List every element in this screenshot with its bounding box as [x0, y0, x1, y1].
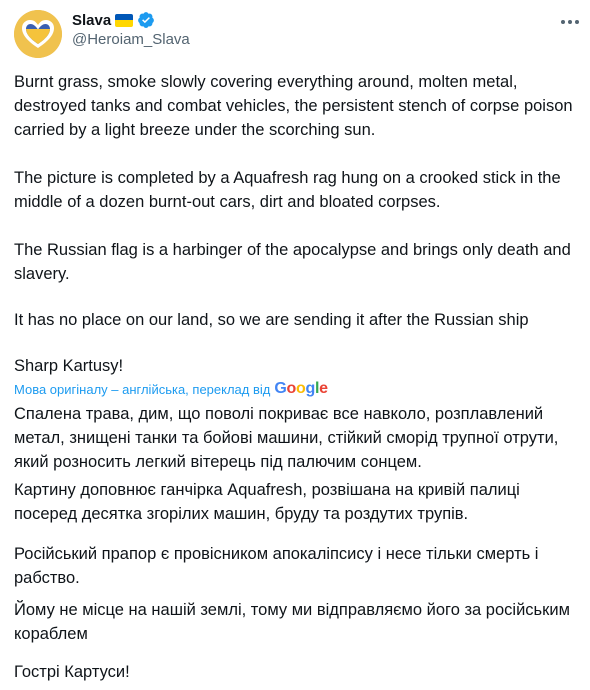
translated-paragraph: Йому не місце на нашій землі, тому ми відправляємо його за російським кораблем [14, 601, 570, 643]
translated-paragraph: Картину доповнює ганчірка Aquafresh, розвішана на кривій палиці посеред десятка згорілих машин, бруду та роздутих трупів. [14, 481, 520, 523]
tweet-paragraph: Sharp Kartusy! [14, 357, 124, 375]
translated-paragraph: Спалена трава, дим, що поволі покриває все навколо, розплавлений метал, знищені танки та бойові машини, стійкий сморід трупної отрути, який розносить легкий вітерець під палючим сонцем. [14, 405, 559, 471]
tweet-header [0, 0, 590, 60]
translated-paragraph: Російський прапор є провісником апокаліпсису і несе тільки смерть і рабство. [14, 545, 539, 587]
tweet-paragraph: It has no place on our land, so we are sending it after the Russian ship [14, 311, 529, 329]
google-logo: Google [274, 380, 328, 397]
author-name-row [72, 10, 155, 30]
tweet-paragraph: Burnt grass, smoke slowly covering everything around, molten metal, destroyed tanks and combat vehicles, the persistent stench of corpse poison carried by a light breeze under the scorching sun. [14, 73, 573, 139]
ukraine-flag-icon [115, 14, 133, 27]
tweet-paragraph: The Russian flag is a harbinger of the apocalypse and brings only death and slavery. [14, 241, 571, 283]
avatar[interactable] [14, 10, 62, 58]
translation-label: Мова оригіналу – англійська, переклад від [14, 381, 271, 397]
translation-attribution[interactable] [14, 379, 328, 399]
more-options-icon[interactable] [558, 10, 582, 34]
verified-badge-icon [137, 11, 155, 29]
author-handle[interactable]: @Heroiam_Slava [72, 31, 190, 48]
translated-paragraph: Гострі Картуси! [14, 663, 130, 681]
ukraine-heart-icon [14, 10, 62, 58]
tweet-paragraph: The picture is completed by a Aquafresh rag hung on a crooked stick in the middle of a dozen burnt-out cars, dirt and bloated corpses. [14, 169, 561, 211]
author-name[interactable]: Slava [72, 11, 112, 29]
